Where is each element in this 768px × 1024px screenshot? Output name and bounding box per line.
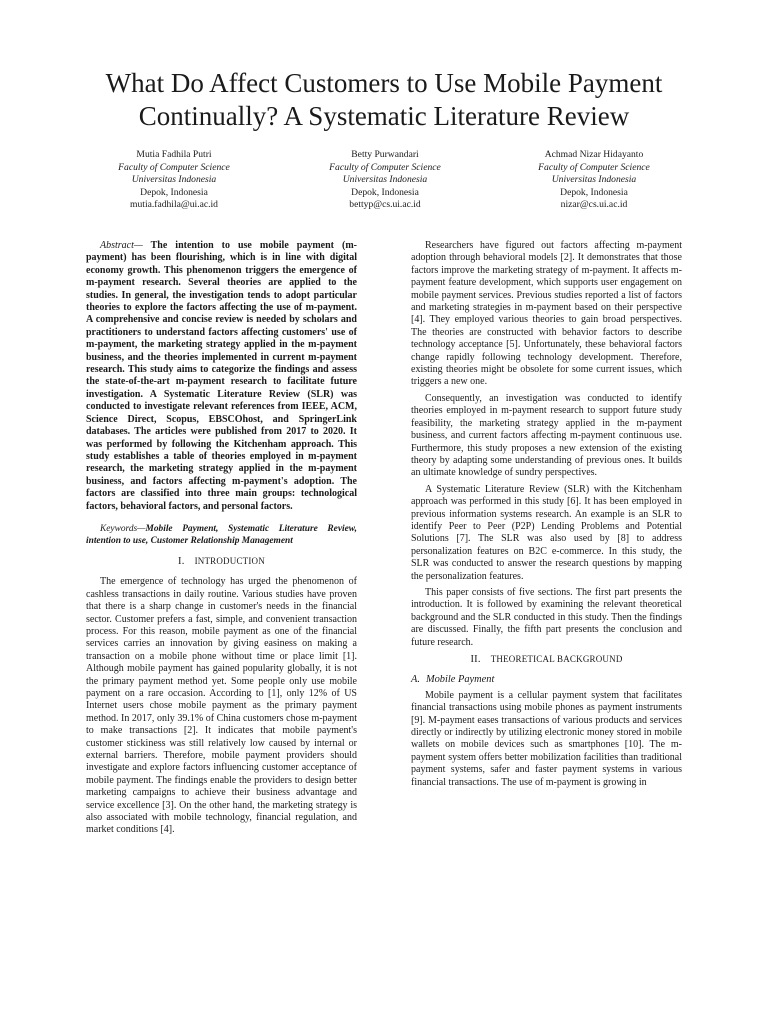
abstract	[86, 240, 357, 513]
author-city: Depok, Indonesia	[560, 186, 628, 198]
paper-title: What Do Affect Customers to Use Mobile Payment Continually? A Systematic Literature Review	[105, 68, 663, 131]
subsection-title: Mobile Payment	[425, 674, 495, 686]
abstract-lead: Abstract—	[100, 240, 143, 251]
section-number: I.	[178, 555, 185, 567]
keywords	[86, 523, 357, 547]
author-name: Achmad Nizar Hidayanto	[544, 149, 644, 160]
author-university: Universitas Indonesia	[342, 174, 428, 185]
author-university: Universitas Indonesia	[131, 174, 217, 185]
author-block	[280, 149, 490, 212]
paragraph: A Systematic Literature Review (SLR) with the Kitchenham approach was performed in this study [6]. It has been employed in previous information systems research. An example is an SLR to identify Peer to Peer (P2P) Lending Problems and Potential Solutions [7]. The SLR was also used by [8] to address personalization features on B2C e-commerce. In this study, the SLR was conducted to answer the research questions by mapping the personalization features.	[411, 483, 682, 582]
section-title: INTRODUCTION	[194, 555, 265, 566]
author-name: Mutia Fadhila Putri	[136, 149, 212, 160]
author-faculty: Faculty of Computer Science	[538, 161, 650, 173]
author-faculty: Faculty of Computer Science	[329, 161, 441, 173]
paragraph: This paper consists of five sections. The first part presents the introduction. It is followed by examining the relevant theoretical background and the SLR conducted in this study. Then the findings are discussed. Finally, the fifth part presents the conclusion and future research.	[411, 586, 682, 648]
author-city: Depok, Indonesia	[351, 186, 419, 198]
paragraph: Researchers have figured out factors affecting m-payment adoption through behavioral models [2]. It demonstrates that those factors improve the marketing strategy of m-payment. It affects m-payment feature development, which supports user engagement on mobile payment services. Previous studies reported a list of factors and marketing strategies in m-payment based on their perspective [4]. They employed various theories to gain broad perspectives. The theories are constructed with behavior factors to describe technology acceptance [5]. Unfortunately, these behavioral factors change rapidly following technology development. Therefore, existing theories might be obsolete for some current issues, which triggers a new one.	[411, 240, 682, 388]
author-block	[489, 149, 699, 212]
author-name: Betty Purwandari	[351, 149, 419, 160]
right-column	[411, 240, 682, 793]
subsection-heading-mobile-payment	[411, 674, 682, 686]
subsection-number: A.	[411, 674, 420, 686]
author-email: mutia.fadhila@ui.ac.id	[130, 199, 218, 210]
section-title: THEORETICAL BACKGROUND	[490, 654, 623, 664]
author-faculty: Faculty of Computer Science	[118, 161, 230, 173]
author-block	[69, 149, 279, 212]
section-heading-theoretical-background	[411, 653, 682, 666]
paragraph: Consequently, an investigation was conducted to identify theories employed in m-payment research to support future study feasibility, the marketing strategy applied in the m-payment business, and current factors affecting m-payment continuous use. Furthermore, this study proposes a new extension of the existing theory by adapting some understanding of previous ones. It builds an ultimate knowledge of sundry perspectives.	[411, 392, 682, 479]
keywords-lead: Keywords—	[100, 523, 146, 534]
author-email: nizar@cs.ui.ac.id	[560, 199, 628, 210]
author-email: bettyp@cs.ui.ac.id	[349, 199, 421, 210]
author-university: Universitas Indonesia	[551, 174, 637, 185]
paragraph: The emergence of technology has urged the phenomenon of cashless transactions in daily routine. Various studies have proven that there is a sharp change in customer's needs in the financial sector. Customer prefers a fast, simple, and convenient transaction process. For this reason, mobile payment as one of the financial services carries an innovation by giving easiness on making a transaction on a mobile phone without time or place limit [1]. Although mobile payment has gained popularity globally, it is not the primary payment method yet. Some people only use mobile payment on a rare occasion. According to [1], only 12% of US Internet users chose mobile payment as the primary payment method. In 2017, only 39.1% of China customers chose m-payment to make transactions [2]. It indicates that mobile payment's customer stickiness was still relatively low caused by internal or external barriers. Therefore, mobile payment providers should investigate and explore factors influencing customer acceptance of mobile payment. The findings enable the providers to design better marketing campaigns to achieve their business advantage and service excellence [3]. On the other hand, the marketing strategy is also associated with mobile technology, financial regulation, and market conditions [4].	[86, 576, 357, 836]
abstract-text: The intention to use mobile payment (m-payment) has been flourishing, which is in line with digital economy growth. This phenomenon triggers the emergence of m-payment research. Several theories are applied to the studies. In general, the investigation tends to adopt particular theories to explore the factors affecting the use of m-payment. A comprehensive and concise review is needed by scholars and practitioners to understand factors affecting customers' use of m-payment, the marketing strategy applied in the m-payment business, and the theories implemented in current m-payment research. This study aims to categorize the findings and assess the state-of-the-art m-payment research to facilitate future investigation. A Systematic Literature Review (SLR) was conducted to investigate relevant references from IEEE, ACM, Science Direct, Scopus, EBSCOhost, and SpringerLink databases. The articles were published from 2017 to 2020. It was performed by following the Kitchenham approach. This study establishes a table of theories employed in m-payment research, the marketing strategy applied in the m-payment business, and factors affecting m-payment's adoption. The factors are classified into three main groups: technological factors, behavioral factors, and personal factors.	[86, 240, 357, 512]
section-number: II.	[470, 654, 481, 665]
author-city: Depok, Indonesia	[140, 186, 208, 198]
keywords-text: Mobile Payment, Systematic Literature Review, intention to use, Customer Relationship Management	[86, 523, 357, 546]
section-heading-introduction	[86, 555, 357, 568]
paragraph: Mobile payment is a cellular payment system that facilitates financial transactions using mobile phones as payment instruments [9]. M-payment eases transactions of various products and services directly or indirectly by utilizing electronic money stored in mobile wallets on mobile devices such as smartphones [10]. The m-payment system offers better mobilization facilities than traditional payment systems, safer and faster payment systems in various financial transactions. The use of m-payment is growing in	[411, 689, 682, 788]
left-column	[86, 240, 357, 841]
